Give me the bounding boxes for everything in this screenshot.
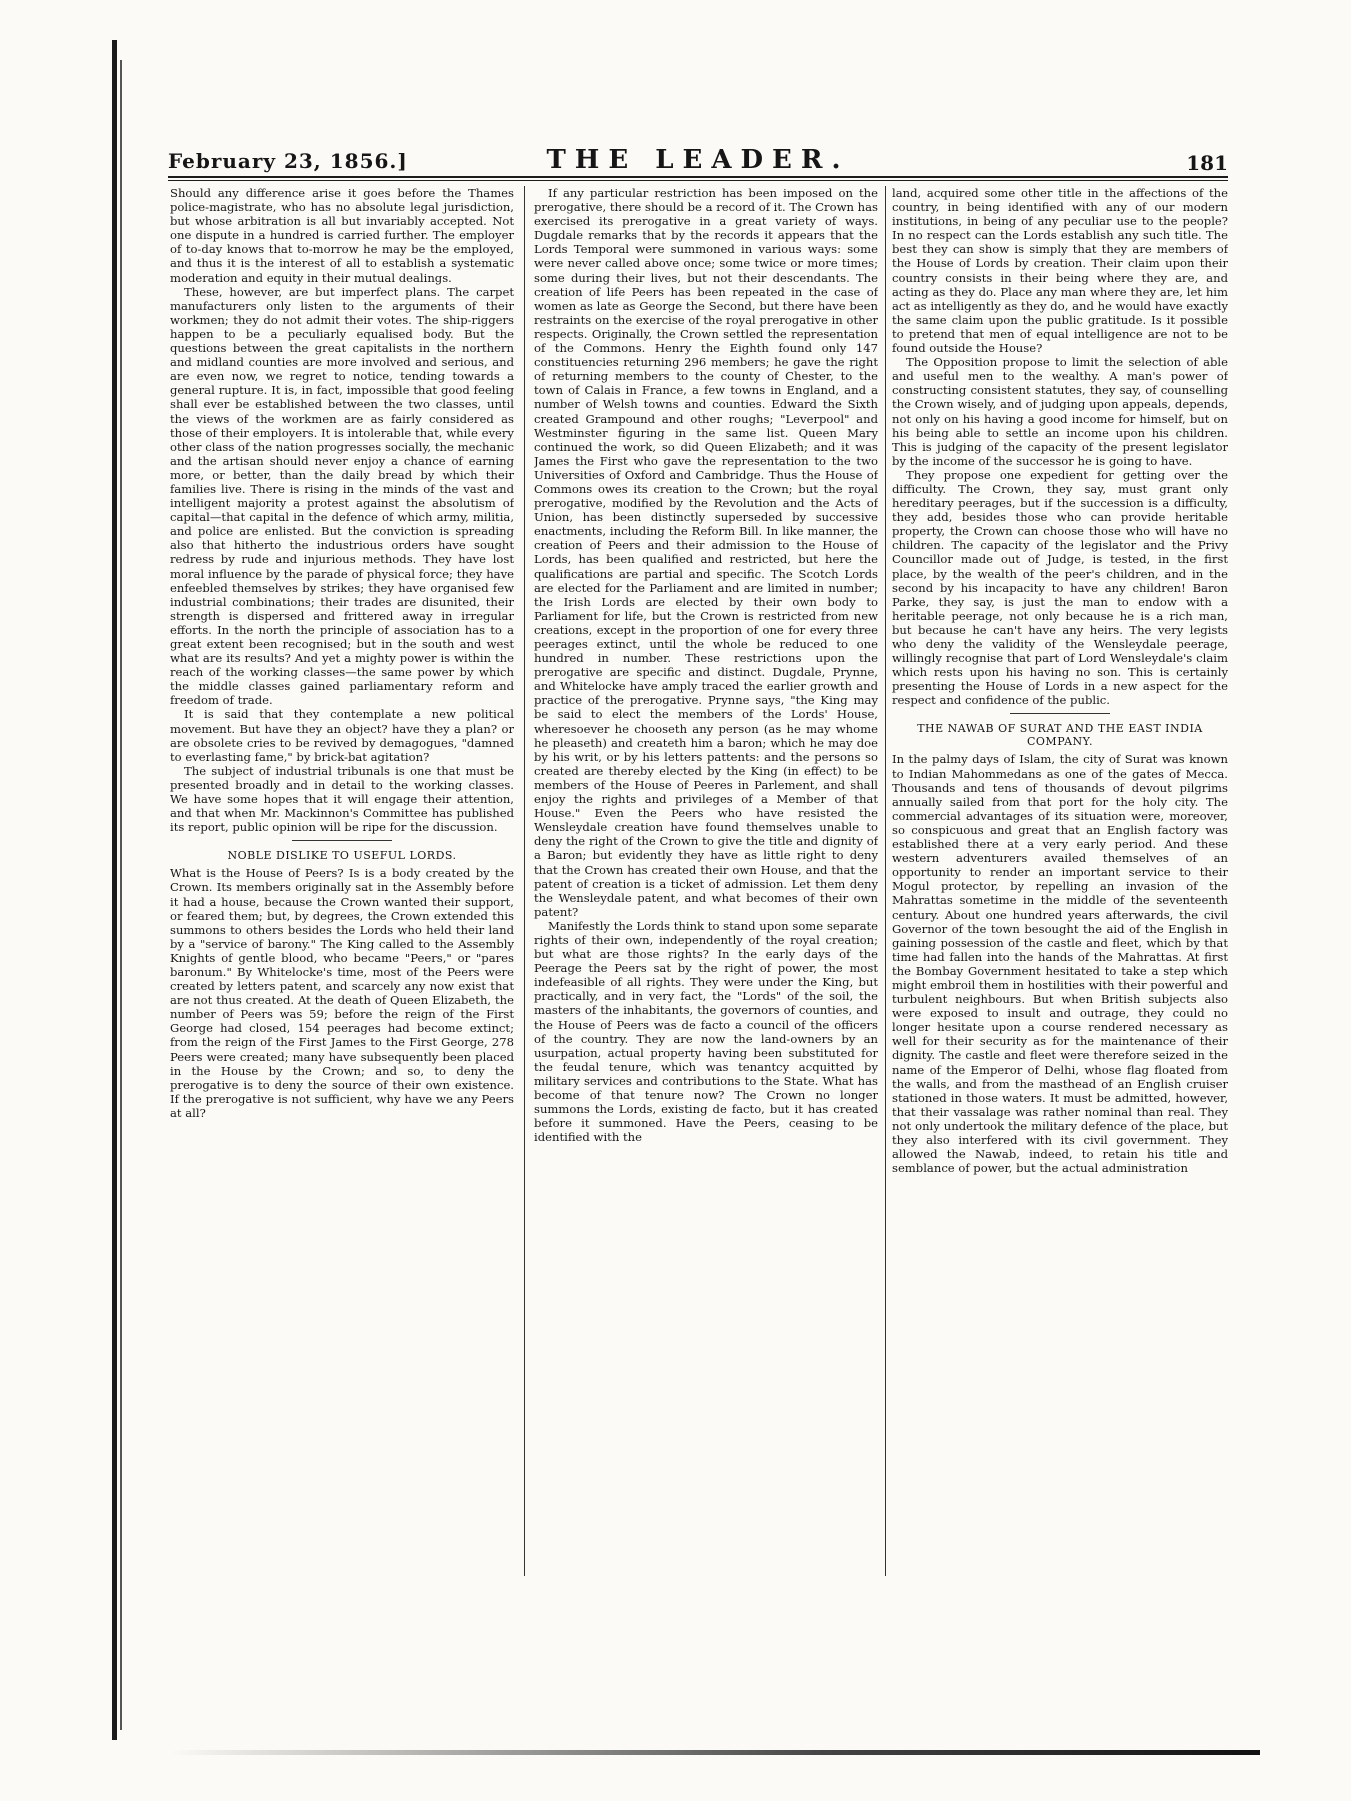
paragraph: land, acquired some other title in the affections of the country, in being identified with any of our modern institutions, in being of any peculiar use to the people? In no respect can the Lords establish any such title. The best they can show is simply that they are members of the House of Lords by creation. Their claim upon their country consists in their being where they are, and acting as they do. Place any man where they are, let him act as intelligently as they do, and he would have exactly the same claim upon the public gratitude. Is it possible to pretend that men of equal intelligence are not to be found outside the House? [892, 186, 1228, 356]
paragraph: If any particular restriction has been imposed on the prerogative, there should be a record of it. The Crown has exercised its prerogative in a great variety of ways. Dugdale remarks that by the records it appears that the Lords Temporal were summoned in various ways: some were never called above once; some twice or more times; some during their lives, but not their descendants. The creation of life Peers has been repeated in the case of women as late as George the Second, but there have been restraints on the exercise of the royal prerogative in other respects. Originally, the Crown settled the representation of the Commons. Henry the Eighth found only 147 constituencies returning 296 members; he gave the right of returning members to the county of Chester, to the town of Calais in France, a few towns in England, and a number of Welsh towns and counties. Edward the Sixth created Grampound and other roughs; "Leverpool" and Westminster figuring in the same list. Queen Mary continued the work, so did Queen Elizabeth; and it was James the First who gave the representation to the two Universities of Oxford and Cambridge. Thus the House of Commons owes its creation to the Crown; but the royal prerogative, modified by the Revolution and the Acts of Union, has been distinctly superseded by successive enactments, including the Reform Bill. In like manner, the creation of Peers and their admission to the House of Lords, has been qualified and restricted, but here the qualifications are partial and specific. The Scotch Lords are elected for the Parliament and are limited in number; the Irish Lords are elected by their own body to Parliament for life, but the Crown is restricted from new creations, except in the proportion of one for every three peerages extinct, until the whole be reduced to one hundred in number. These restrictions upon the prerogative are specific and distinct. Dugdale, Prynne, and Whitelocke have amply traced the earlier growth and practice of the prerogative. Prynne says, "the King may be said to elect the members of the Lords' House, wheresoever he chooseth any person (as he may whome he pleaseth) and createth him a baron; which he may doe by his writ, or by his letters pattents: and the persons so created are thereby elected by the King (in effect) to be members of the House of Peeres in Parlement, and shall enjoy the rights and privileges of a Member of that House." Even the Peers who have resisted the Wensleydale creation have found themselves unable to deny the right of the Crown to give the title and dignity of a Baron; but evidently they have as little right to deny that the Crown has created their own House, and that the patent of creation is a ticket of admission. Let them deny the Wensleydale patent, and what becomes of their own patent? [534, 186, 878, 919]
page-number: 181 [1186, 151, 1228, 175]
page-bottom-edge [170, 1750, 1260, 1755]
header-rule-thin [168, 180, 1228, 181]
paragraph: What is the House of Peers? Is is a body created by the Crown. Its members originally sat in the Assembly before it had a house, because the Crown wanted their support, or feared them; but, by degrees, the Crown extended this summons to others besides the Lords who held their land by a "service of barony." The King called to the Assembly Knights of gentle blood, who became "Peers," or "pares baronum." By Whitelocke's time, most of the Peers were created by letters patent, and scarcely any now exist that are not thus created. At the death of Queen Elizabeth, the number of Peers was 59; before the reign of the First George had closed, 154 peerages had become extinct; from the reign of the First James to the First George, 278 Peers were created; many have subsequently been placed in the House by the Crown; and so, to deny the prerogative is to deny the source of their own existence. If the prerogative is not sufficient, why have we any Peers at all? [170, 866, 514, 1120]
paragraph: The subject of industrial tribunals is one that must be presented broadly and in detail to the working classes. We have some hopes that it will engage their attention, and that when Mr. Mackinnon's Committee has published its report, public opinion will be ripe for the discussion. [170, 763, 514, 835]
column-1 [170, 186, 514, 1581]
article-heading: THE NAWAB OF SURAT AND THE EAST INDIA COMPANY. [917, 722, 1203, 749]
paragraph: These, however, are but imperfect plans. The carpet manufacturers only listen to the arguments of their workmen; they do not admit their votes. The ship-riggers happen to be a peculiarly equalised body. But the questions between the great capitalists in the northern and midland counties are more involved and serious, and are even now, we regret to notice, tending towards a general rupture. It is, in fact, impossible that good feeling shall ever be established between the two classes, until the views of the workmen are as fairly considered as those of their employers. It is intolerable that, while every other class of the nation progresses socially, the mechanic and the artisan should never enjoy a chance of earning more, or better, than the daily bread by which their families live. There is rising in the minds of the vast and intelligent majority a protest against the absolutism of capital—that capital in the defence of which army, militia, and police are enlisted. But the conviction is spreading also that hitherto the industrious orders have sought redress by rude and injurious methods. They have lost moral influence by the parade of physical force; they have enfeebled themselves by strikes; they have organised few industrial combinations; their trades are disunited, their strength is dispersed and frittered away in irregular efforts. In the north the principle of association has to a great extent been recognised; but in the south and west what are its results? And yet a mighty power is within the reach of the working classes—the same power by which the middle classes gained parliamentary reform and freedom of trade. [170, 284, 514, 708]
section-divider [1010, 713, 1110, 714]
paragraph: It is said that they contemplate a new political movement. But have they an object? have they a plan? or are obsolete cries to be revived by demagogues, "damned to everlasting fame," by brick-bat agitation? [170, 707, 514, 764]
paragraph: The Opposition propose to limit the selection of able and useful men to the wealthy. A man's power of constructing consistent statutes, they say, of counselling the Crown wisely, and of judging upon appeals, depends, not only on his having a good income for himself, but on his being able to settle an income upon his children. This is judging of the capacity of the present legislator by the income of the successor he is going to have. [892, 355, 1228, 468]
section-divider [292, 840, 392, 841]
paragraph: In the palmy days of Islam, the city of Surat was known to Indian Mahommedans as one of the gates of Mecca. Thousands and tens of thousands of devout pilgrims annually sailed from that port for the holy city. The commercial advantages of its situation were, moreover, so conspicuous and great that an English factory was established there at a very early period. And these western adventurers availed themselves of an opportunity to render an important service to their Mogul protector, by repelling an invasion of the Mahrattas sometime in the middle of the seventeenth century. About one hundred years afterwards, the civil Governor of the town besought the aid of the English in gaining possession of the castle and fleet, which by that time had fallen into the hands of the Mahrattas. At first the Bombay Government hesitated to take a step which might embroil them in hostilities with their powerful and turbulent neighbours. But when British subjects also were exposed to insult and outrage, they could no longer hesitate upon a course rendered necessary as well for their security as for the maintenance of their dignity. The castle and fleet were therefore seized in the name of the Emperor of Delhi, whose flag floated from the walls, and from the masthead of an English cruiser stationed in those waters. It must be admitted, however, that their vassalage was rather nominal than real. They not only undertook the military defence of the place, but they also interfered with its civil government. They allowed the Nawab, indeed, to retain his title and semblance of power, but the actual administration [892, 752, 1228, 1176]
binding-edge [112, 40, 117, 1740]
column-2 [534, 186, 878, 1581]
paragraph: They propose one expedient for getting over the difficulty. The Crown, they say, must grant only hereditary peerages, but if the succession is a difficulty, they add, besides those who can provide heritable property, the Crown can choose those who will have no children. The capacity of the legislator and the Privy Councillor made out of Judge, is tested, in the first place, by the wealth of the peer's children, and in the second by his incapacity to have any children! Baron Parke, they say, is just the man to endow with a heritable peerage, not only because he is a rich man, but because he can't have any heirs. The very legists who deny the validity of the Wensleydale peerage, willingly recognise that part of Lord Wensleydale's claim which rests upon his having no son. This is certainly presenting the House of Lords in a new aspect for the respect and confidence of the public. [892, 467, 1228, 708]
header-rule [168, 176, 1228, 178]
page-header [168, 145, 1228, 175]
paragraph: Manifestly the Lords think to stand upon some separate rights of their own, independently of the royal creation; but what are those rights? In the early days of the Peerage the Peers sat by the right of power, the most indefeasible of all rights. They were under the King, but practically, and in very fact, the "Lords" of the soil, the masters of the inhabitants, the governors of counties, and the House of Peers was de facto a council of the officers of the country. They are now the land-owners by an usurpation, actual property having been substituted for the feudal tenure, which was tenantcy acquitted by military services and contributions to the State. What has become of that tenure now? The Crown no longer summons the Lords, existing de facto, but it has created before it summoned. Have the Peers, ceasing to be identified with the [534, 918, 878, 1145]
column-3 [892, 186, 1228, 1581]
issue-date: February 23, 1856.] [168, 149, 408, 173]
binding-shadow [120, 60, 122, 1730]
article-heading: NOBLE DISLIKE TO USEFUL LORDS. [227, 849, 457, 863]
masthead-title: THE LEADER. [546, 145, 850, 175]
column-divider [524, 186, 525, 1576]
paragraph: Should any difference arise it goes before the Thames police-magistrate, who has no absolute legal jurisdiction, but whose arbitration is all but invariably accepted. Not one dispute in a hundred is carried further. The employer of to-day knows that to-morrow he may be the employed, and thus it is the interest of all to establish a systematic moderation and equity in their mutual dealings. [170, 186, 514, 285]
column-divider [885, 186, 886, 1576]
